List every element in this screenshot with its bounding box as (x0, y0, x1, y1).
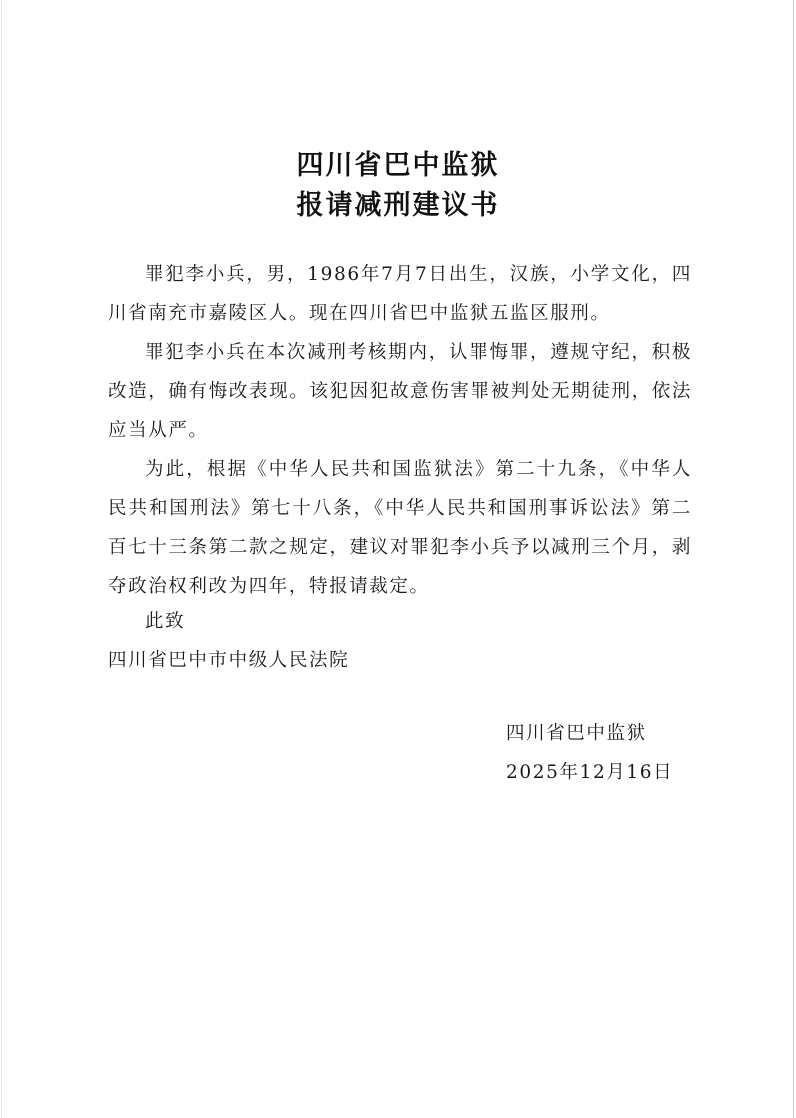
salutation: 此致 (145, 611, 186, 632)
paragraph-text: 为此，根据《中华人民共和国监狱法》第二十九条，《中华人民共和国刑法》第七十八条，《中华人民共和国刑事诉讼法》第二百七十三条第二款之规定，建议对罪犯李小兵予以减刑三个月，剥夺政治权利改为四年，特报请裁定。 (108, 459, 692, 597)
paragraph-criminal-info (108, 255, 692, 333)
paragraph-recommendation (108, 450, 692, 606)
paragraph-performance (108, 333, 692, 450)
signature-date: 2025年12月16日 (506, 762, 674, 783)
document-title-line2: 报请减刑建议书 (296, 190, 500, 221)
paragraph-text: 罪犯李小兵在本次减刑考核期内，认罪悔罪，遵规守纪，积极改造，确有悔改表现。该犯因犯故意伤害罪被判处无期徒刑，依法应当从严。 (108, 342, 692, 441)
addressee: 四川省巴中市中级人民法院 (108, 650, 350, 671)
document-title-line1: 四川省巴中监狱 (296, 150, 500, 181)
signature-organization: 四川省巴中监狱 (506, 723, 647, 744)
paragraph-text: 罪犯李小兵，男，1986年7月7日出生，汉族，小学文化，四川省南充市嘉陵区人。现在四川省巴中监狱五监区服刑。 (108, 264, 692, 324)
